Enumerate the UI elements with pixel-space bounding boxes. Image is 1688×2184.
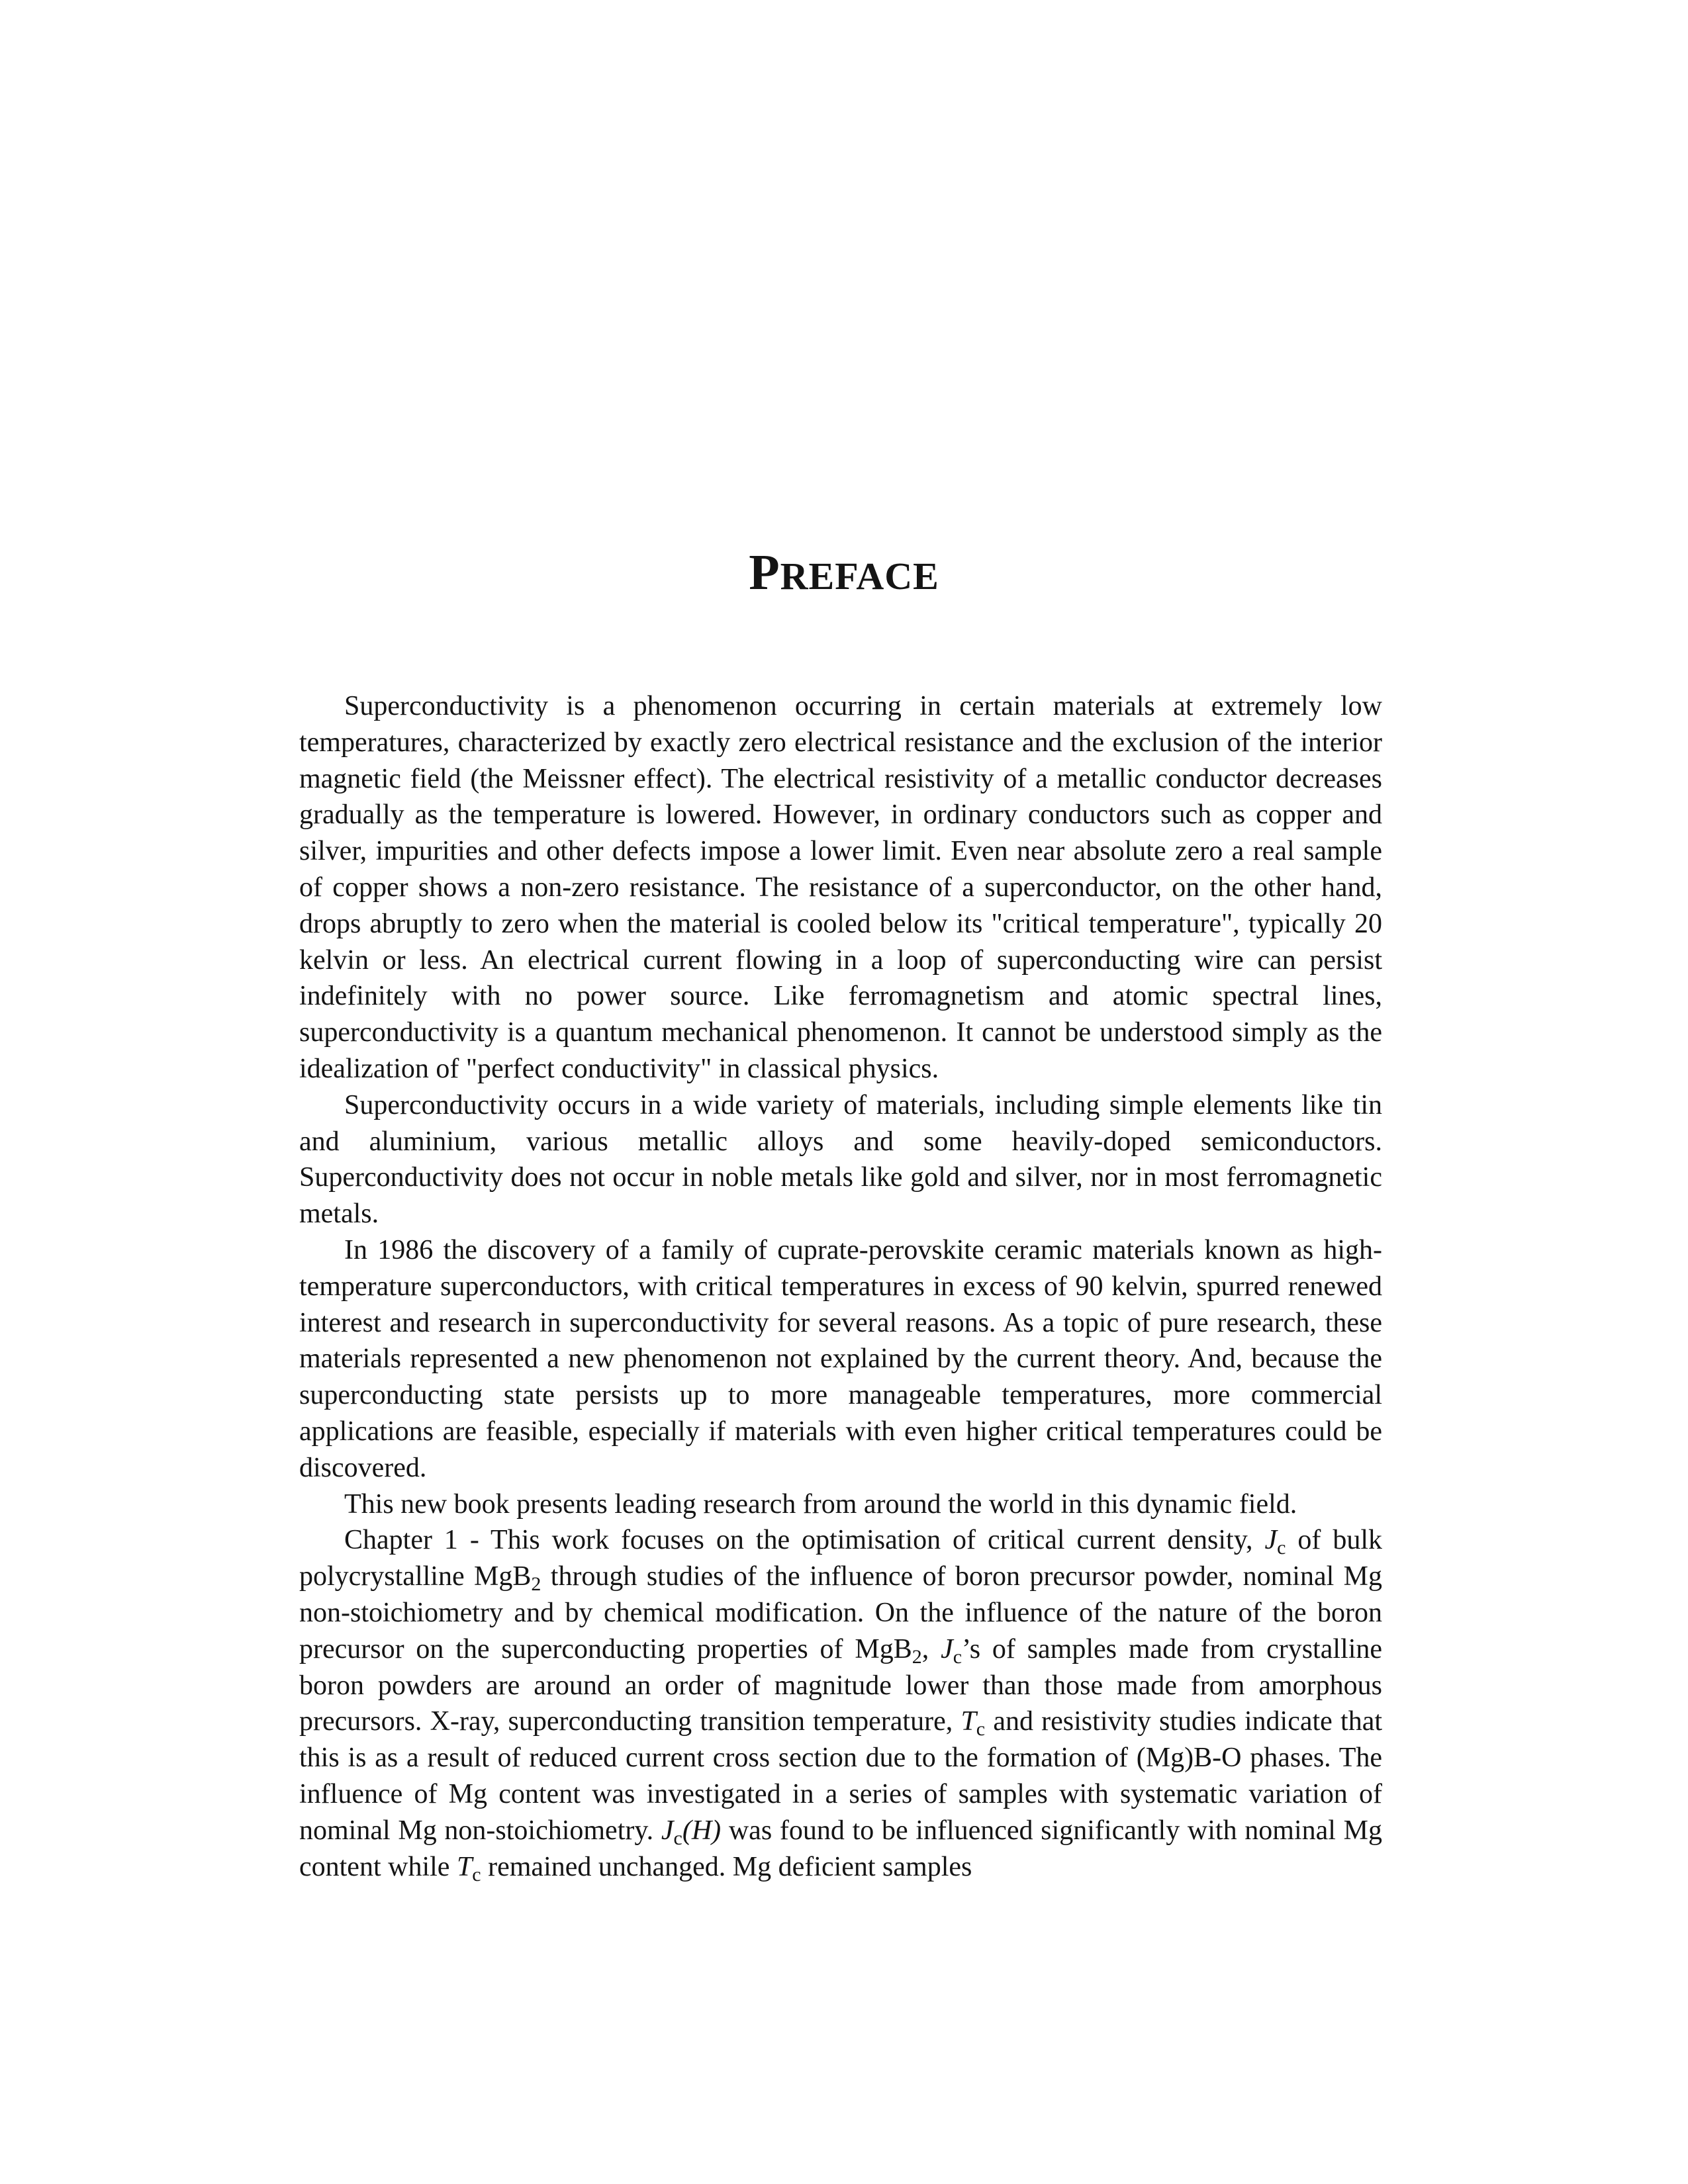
paragraph-1986-discovery: In 1986 the discovery of a family of cuprate-perovskite ceramic materials known as high-temperature superconductors, with critical temperatures in excess of 90 kelvin, spurred renewed interest and research in superconductivity for several reasons. As a topic of pure research, these materials represented a new phenomenon not explained by the current theory. And, because the superconducting state persists up to more manageable temperatures, more commercial applications are feasible, especially if materials with even higher critical temperatures could be discovered. [299,1234,1382,1483]
chapter-1-text: through studies of the influence of boron precursor powder, nominal Mg non-stoichiometry and by chemical modification. On the influence of the nature of the boron precursor on the superconducting properties of MgB [299,1561,1383,1664]
jc-field-argument: (H) [682,1815,722,1846]
paragraph-materials: Superconductivity occurs in a wide variety of materials, including simple elements like tin and aluminium, various metallic alloys and some heavily-doped semiconductors. Superconductivity does not occur in noble metals like gold and silver, nor in most ferromagnetic metals. [299,1089,1382,1230]
paragraph-book-intro: This new book presents leading research from around the world in this dynamic field. [344,1488,1297,1520]
mgb2-subscript: 2 [531,1573,541,1596]
page-title [0,543,1688,606]
paragraph-chapter-1 [299,1522,1382,1885]
jc-symbol: J [661,1815,674,1846]
jc-subscript: c [1277,1537,1286,1559]
jc-symbol: J [1264,1525,1278,1556]
chapter-1-text: Chapter 1 - This work focuses on the optimisation of critical current density, [344,1525,1265,1556]
chapter-1-text: , [921,1633,941,1664]
paragraph-intro: Superconductivity is a phenomenon occurring in certain materials at extremely low temperatures, characterized by exactly zero electrical resistance and the exclusion of the interior magnetic field (the Meissner effect). The electrical resistivity of a metallic conductor decreases gradually as the temperature is lowered. However, in ordinary conductors such as copper and silver, impurities and other defects impose a lower limit. Even near absolute zero a real sample of copper shows a non-zero resistance. The resistance of a superconductor, on the other hand, drops abruptly to zero when the material is cooled below its "critical temperature", typically 20 kelvin or less. An electrical current flowing in a loop of superconducting wire can persist indefinitely with no power source. Like ferromagnetism and atomic spectral lines, superconductivity is a quantum mechanical phenomenon. It cannot be understood simply as the idealization of "perfect conductivity" in classical physics. [299,691,1382,1084]
tc-symbol: T [456,1851,473,1882]
chapter-1-text: was found to be influenced significantly with nominal Mg content while [299,1815,1382,1882]
jc-symbol: J [941,1633,953,1664]
chapter-1-text: and resistivity studies indicate that this is as a result of reduced current cross section due to the formation of (Mg)B-O phases. The influence of Mg content was investigated in a series of samples with systematic variation of nominal Mg non-stoichiometry. [299,1706,1383,1846]
tc-subscript: c [472,1863,481,1886]
preface-body [299,688,1382,1885]
jc-subscript: c [953,1645,962,1668]
jc-subscript: c [673,1827,682,1849]
chapter-1-text: of bulk polycrystalline MgB [299,1525,1383,1592]
chapter-1-text: ’s of samples made from crystalline boron powders are around an order of magnitude lower than those made from amorphous precursors. X-ray, superconducting transition temperature, [299,1633,1383,1737]
tc-symbol: T [961,1706,976,1737]
chapter-1-text: remained unchanged. Mg deficient samples [481,1851,972,1882]
title-initial: P [749,545,780,600]
mgb2-subscript: 2 [912,1645,922,1668]
tc-subscript: c [976,1718,986,1741]
title-rest: REFACE [780,555,939,598]
